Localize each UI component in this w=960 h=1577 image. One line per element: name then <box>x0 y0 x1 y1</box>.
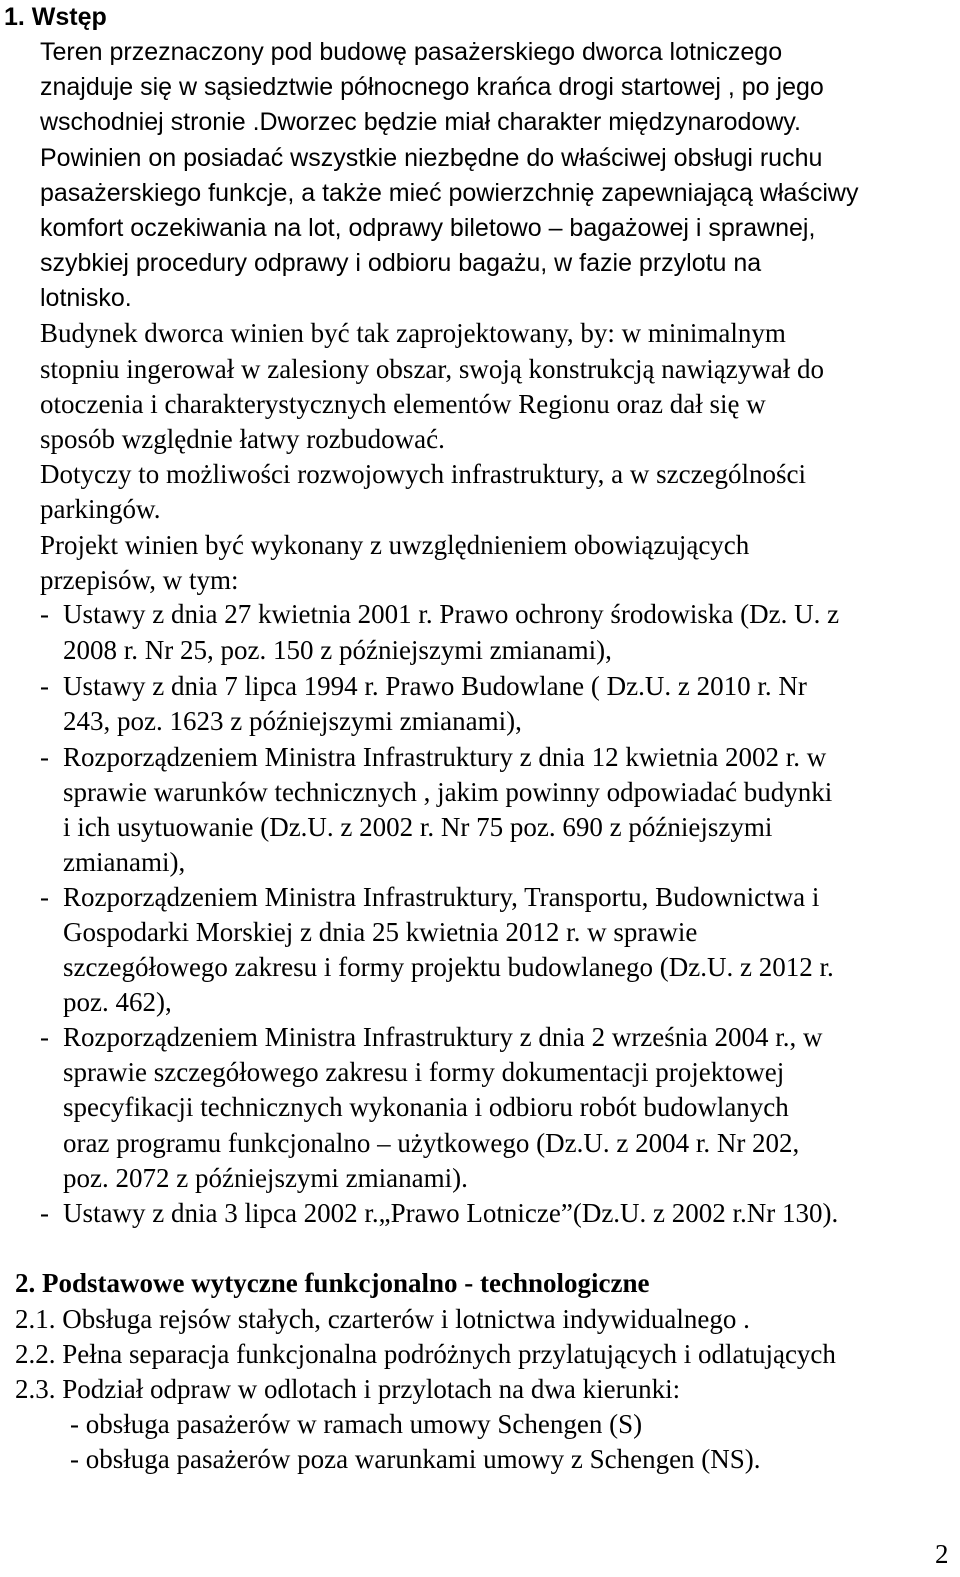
section-2-item: 2.2. Pełna separacja funkcjonalna podróżnych przylatujących i odlatujących <box>15 1339 836 1369</box>
list-dash: - <box>40 599 49 629</box>
regulation-line: Gospodarki Morskiej z dnia 25 kwietnia 2012 r. w sprawie <box>63 917 698 947</box>
building-line: Projekt winien być wykonany z uwzględnieniem obowiązujących <box>40 530 750 560</box>
list-dash: - <box>40 882 49 912</box>
regulation-line: Ustawy z dnia 7 lipca 1994 r. Prawo Budowlane ( Dz.U. z 2010 r. Nr <box>63 671 807 701</box>
building-line: Budynek dworca winien być tak zaprojektowany, by: w minimalnym <box>40 318 786 348</box>
section-1-heading: 1. Wstęp <box>4 3 107 31</box>
section-2-subitem: - obsługa pasażerów w ramach umowy Schengen (S) <box>70 1409 643 1439</box>
regulation-line: sprawie szczegółowego zakresu i formy dokumentacji projektowej <box>63 1057 785 1087</box>
regulation-line: 243, poz. 1623 z późniejszymi zmianami), <box>63 706 522 736</box>
building-line: przepisów, w tym: <box>40 565 239 595</box>
regulation-line: Ustawy z dnia 3 lipca 2002 r.„Prawo Lotnicze”(Dz.U. z 2002 r.Nr 130). <box>63 1198 839 1228</box>
regulation-line: 2008 r. Nr 25, poz. 150 z późniejszymi zmianami), <box>63 635 612 665</box>
regulation-line: sprawie warunków technicznych , jakim powinny odpowiadać budynki <box>63 777 833 807</box>
building-line: sposób względnie łatwy rozbudować. <box>40 424 445 454</box>
intro-line: znajduje się w sąsiedztwie północnego krańca drogi startowej , po jego <box>40 73 824 101</box>
list-dash: - <box>40 671 49 701</box>
list-dash: - <box>40 1198 49 1228</box>
page-number: 2 <box>935 1539 949 1569</box>
regulation-line: Rozporządzeniem Ministra Infrastruktury, Transportu, Budownictwa i <box>63 882 820 912</box>
section-2-subitem: - obsługa pasażerów poza warunkami umowy z Schengen (NS). <box>70 1444 761 1474</box>
regulation-line: szczegółowego zakresu i formy projektu budowlanego (Dz.U. z 2012 r. <box>63 952 834 982</box>
intro-line: szybkiej procedury odprawy i odbioru bagażu, w fazie przylotu na <box>40 249 762 277</box>
building-line: Dotyczy to możliwości rozwojowych infrastruktury, a w szczególności <box>40 459 807 489</box>
regulation-line: Rozporządzeniem Ministra Infrastruktury z dnia 12 kwietnia 2002 r. w <box>63 742 827 772</box>
regulation-line: Ustawy z dnia 27 kwietnia 2001 r. Prawo ochrony środowiska (Dz. U. z <box>63 599 840 629</box>
intro-line: Teren przeznaczony pod budowę pasażerskiego dworca lotniczego <box>40 38 783 66</box>
regulation-line: oraz programu funkcjonalno – użytkowego (Dz.U. z 2004 r. Nr 202, <box>63 1128 800 1158</box>
building-line: otoczenia i charakterystycznych elementów Regionu oraz dał się w <box>40 389 766 419</box>
building-line: stopniu ingerował w zalesiony obszar, swoją konstrukcją nawiązywał do <box>40 354 824 384</box>
regulation-line: poz. 462), <box>63 987 172 1017</box>
regulation-line: zmianami), <box>63 847 186 877</box>
regulation-line: poz. 2072 z późniejszymi zmianami). <box>63 1163 468 1193</box>
regulation-line: i ich usytuowanie (Dz.U. z 2002 r. Nr 75 poz. 690 z późniejszymi <box>63 812 773 842</box>
building-line: parkingów. <box>40 494 161 524</box>
intro-line: pasażerskiego funkcje, a także mieć powierzchnię zapewniającą właściwy <box>40 179 859 207</box>
intro-line: wschodniej stronie .Dworzec będzie miał charakter międzynarodowy. <box>40 108 801 136</box>
section-2-heading: 2. Podstawowe wytyczne funkcjonalno - technologiczne <box>15 1268 650 1298</box>
list-dash: - <box>40 742 49 772</box>
section-2-item: 2.1. Obsługa rejsów stałych, czarterów i lotnictwa indywidualnego . <box>15 1304 750 1334</box>
intro-line: komfort oczekiwania na lot, odprawy biletowo – bagażowej i sprawnej, <box>40 214 816 242</box>
intro-line: lotnisko. <box>40 284 132 312</box>
list-dash: - <box>40 1022 49 1052</box>
regulation-line: specyfikacji technicznych wykonania i odbioru robót budowlanych <box>63 1092 789 1122</box>
section-2-item: 2.3. Podział odpraw w odlotach i przylotach na dwa kierunki: <box>15 1374 681 1404</box>
intro-line: Powinien on posiadać wszystkie niezbędne do właściwej obsługi ruchu <box>40 144 823 172</box>
regulation-line: Rozporządzeniem Ministra Infrastruktury z dnia 2 września 2004 r., w <box>63 1022 823 1052</box>
